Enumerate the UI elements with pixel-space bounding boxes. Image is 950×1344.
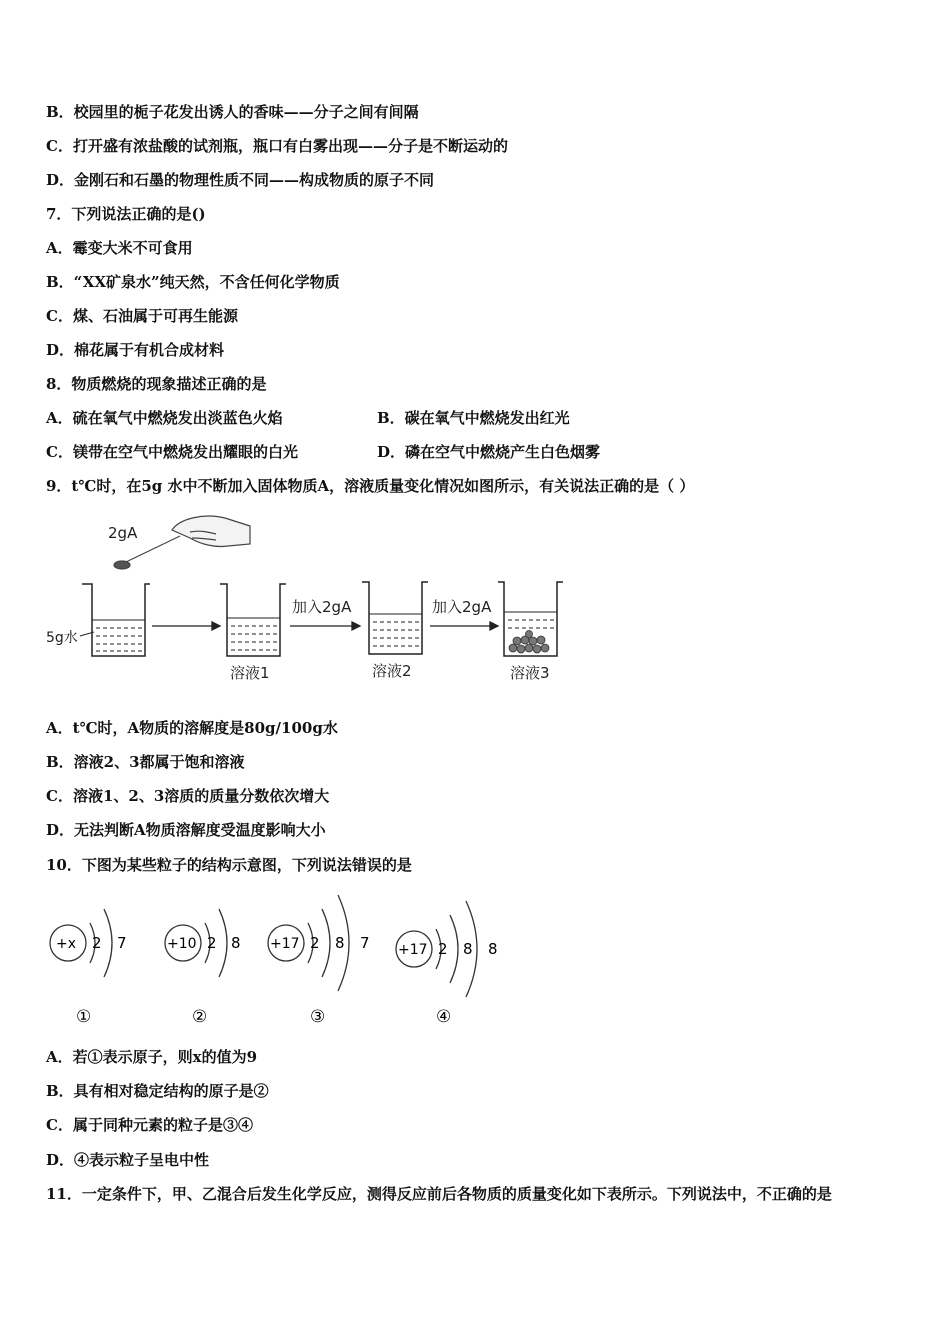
q8-option-a: A．硫在氧气中燃烧发出淡蓝色火焰 <box>46 409 283 427</box>
arrow-3-label: 加入2gA <box>432 598 492 616</box>
particle-1-shell-1: 2 <box>92 934 102 952</box>
q7-stem: 7．下列说法正确的是() <box>46 205 206 223</box>
particle-2-nucleus: +10 <box>167 936 197 952</box>
q11-stem: 11．一定条件下，甲、乙混合后发生化学反应，测得反应前后各物质的质量变化如下表所示。下列说法中，不正确的是 <box>46 1185 832 1203</box>
q6-option-b: B．校园里的栀子花发出诱人的香味——分子之间有间隔 <box>46 103 419 121</box>
atom-structure-figure <box>40 885 510 1030</box>
q6-option-c: C．打开盛有浓盐酸的试剂瓶，瓶口有白雾出现——分子是不断运动的 <box>46 137 508 155</box>
q10-stem: 10．下图为某些粒子的结构示意图，下列说法错误的是 <box>46 856 412 874</box>
beaker-water <box>82 584 150 656</box>
q10-option-a: A．若①表示原子，则x的值为9 <box>46 1048 258 1066</box>
beaker-solution-2 <box>362 582 428 654</box>
particle-1-shell-2: 7 <box>117 934 127 952</box>
spoon-label: 2gA <box>108 524 138 542</box>
q9-option-d: D．无法判断A物质溶解度受温度影响大小 <box>46 821 326 839</box>
q9-option-c: C．溶液1、2、3溶质的质量分数依次增大 <box>46 787 330 805</box>
particle-1-number: ① <box>76 1007 92 1027</box>
q9-option-a: A．t℃时，A物质的溶解度是80g/100g水 <box>46 719 338 737</box>
q10-option-d: D．④表示粒子呈电中性 <box>46 1151 210 1169</box>
q9-option-b: B．溶液2、3都属于饱和溶液 <box>46 753 245 771</box>
water-label: 5g水 <box>46 630 78 646</box>
q7-option-b: B．“XX矿泉水”纯天然，不含任何化学物质 <box>46 273 340 291</box>
particle-4-shell-1: 2 <box>438 940 448 958</box>
solution-2-label: 溶液2 <box>372 662 412 680</box>
solution-3-label: 溶液3 <box>510 664 550 682</box>
particle-3-shell-3: 7 <box>360 934 370 952</box>
particle-3-nucleus: +17 <box>270 936 300 952</box>
dissolution-figure <box>40 508 580 688</box>
q6-option-d: D．金刚石和石墨的物理性质不同——构成物质的原子不同 <box>46 171 435 189</box>
particle-2-shell-1: 2 <box>207 934 217 952</box>
q7-option-c: C．煤、石油属于可再生能源 <box>46 307 238 325</box>
q10-option-c: C．属于同种元素的粒子是③④ <box>46 1116 253 1134</box>
q7-option-d: D．棉花属于有机合成材料 <box>46 341 225 359</box>
particle-4-shell-3: 8 <box>488 940 498 958</box>
arrow-3 <box>430 622 498 630</box>
particle-4-shell-2: 8 <box>463 940 473 958</box>
q8-stem: 8．物质燃烧的现象描述正确的是 <box>46 375 267 393</box>
beaker-solution-1 <box>220 584 286 656</box>
q8-option-d: D．磷在空气中燃烧产生白色烟雾 <box>377 443 601 461</box>
q7-option-a: A．霉变大米不可食用 <box>46 239 193 257</box>
arrow-2 <box>290 622 360 630</box>
q8-option-b: B．碳在氧气中燃烧发出红光 <box>377 409 570 427</box>
particle-3-number: ③ <box>310 1007 326 1027</box>
q10-option-b: B．具有相对稳定结构的原子是② <box>46 1082 269 1100</box>
particle-4-number: ④ <box>436 1007 452 1027</box>
particle-2-number: ② <box>192 1007 208 1027</box>
solution-1-label: 溶液1 <box>230 664 270 682</box>
particle-4-nucleus: +17 <box>398 942 428 958</box>
particle-3-shell-1: 2 <box>310 934 320 952</box>
q8-option-c: C．镁带在空气中燃烧发出耀眼的白光 <box>46 443 298 461</box>
particle-2-shell-2: 8 <box>231 934 241 952</box>
arrow-2-label: 加入2gA <box>292 598 352 616</box>
arrow-1 <box>152 622 220 630</box>
beaker-solution-3 <box>498 582 563 656</box>
particle-3-shell-2: 8 <box>335 934 345 952</box>
particle-1-nucleus: +x <box>56 936 77 952</box>
q9-stem: 9．t℃时，在5g 水中不断加入固体物质A，溶液质量变化情况如图所示，有关说法正确的是（ ） <box>46 477 695 495</box>
